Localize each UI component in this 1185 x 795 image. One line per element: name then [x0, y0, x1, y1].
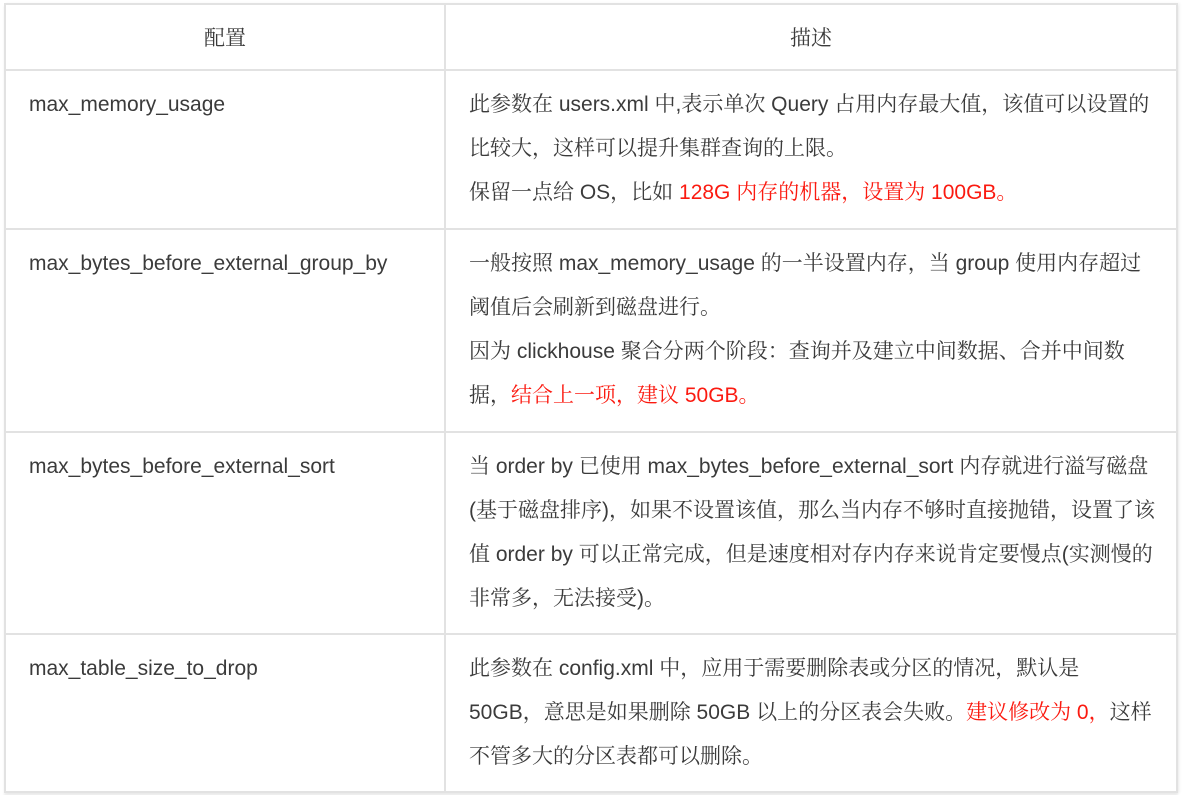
desc-text: 此参数在 config.xml 中，应用于需要删除表或分区的情况，默认是 50GB，意思是如果删除 50GB 以上的分区表会失败。 — [469, 657, 1080, 724]
table-row — [5, 432, 1177, 634]
config-cell: max_table_size_to_drop — [5, 634, 445, 792]
highlighted-red-text: 结合上一项，建议 50GB。 — [511, 384, 760, 407]
config-cell: max_memory_usage — [5, 70, 445, 229]
config-table — [4, 3, 1178, 793]
desc-text: 一般按照 max_memory_usage 的一半设置内存，当 group 使用内存超过阈值后会刷新到磁盘进行。 — [469, 252, 1142, 319]
desc-cell — [445, 432, 1177, 634]
config-cell: max_bytes_before_external_sort — [5, 432, 445, 634]
desc-cell — [445, 70, 1177, 229]
desc-paragraph — [469, 647, 1156, 779]
column-header-desc: 描述 — [445, 4, 1177, 70]
desc-paragraph — [469, 83, 1156, 171]
table-row — [5, 70, 1177, 229]
highlighted-red-text: 建议修改为 0， — [966, 701, 1110, 724]
column-header-config: 配置 — [5, 4, 445, 70]
desc-text: 保留一点给 OS，比如 — [469, 181, 680, 204]
desc-text: 当 order by 已使用 max_bytes_before_external_sort 内存就进行溢写磁盘(基于磁盘排序)，如果不设置该值，那么当内存不够时直接抛错，设置了该值 order by 可以正常完成，但是速度相对存内存来说肯定要慢点(实测慢的非常多，无法接受)。 — [469, 455, 1155, 610]
desc-cell — [445, 229, 1177, 432]
desc-paragraph — [469, 330, 1156, 418]
desc-paragraph — [469, 171, 1156, 215]
desc-paragraph — [469, 445, 1156, 621]
desc-text: 这样不管多大的分区表都可以删除。 — [469, 701, 1152, 768]
table-body — [5, 70, 1177, 792]
table-row — [5, 634, 1177, 792]
desc-cell — [445, 634, 1177, 792]
table-row — [5, 229, 1177, 432]
config-cell: max_bytes_before_external_group_by — [5, 229, 445, 432]
desc-text: 因为 clickhouse 聚合分两个阶段：查询并及建立中间数据、合并中间数据， — [469, 340, 1125, 407]
desc-paragraph — [469, 242, 1156, 330]
desc-text: 此参数在 users.xml 中,表示单次 Query 占用内存最大值，该值可以设置的比较大，这样可以提升集群查询的上限。 — [469, 93, 1150, 160]
highlighted-red-text: 128G 内存的机器，设置为 100GB。 — [679, 181, 1018, 204]
header-row — [5, 4, 1177, 70]
